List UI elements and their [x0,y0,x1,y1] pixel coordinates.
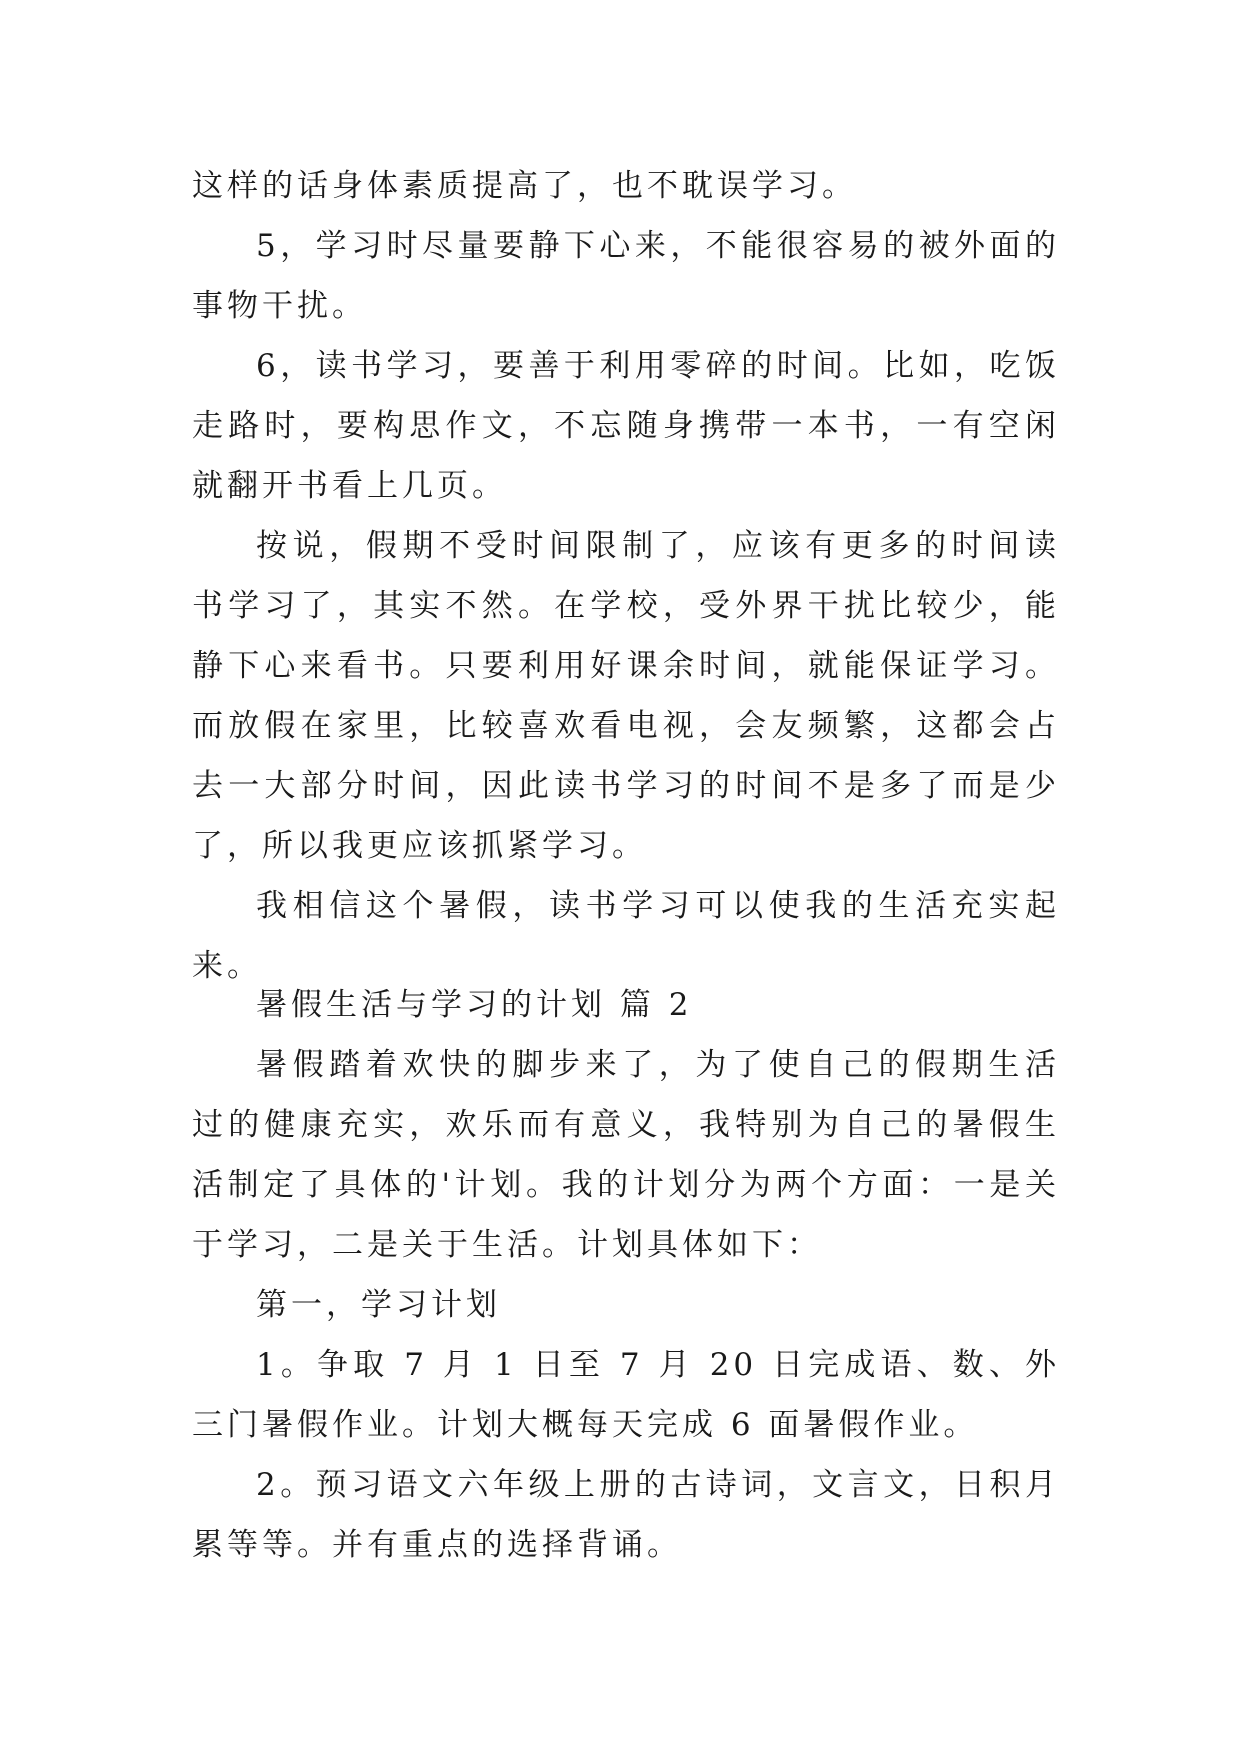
section-1-body [192,156,1060,996]
paragraph: 这样的话身体素质提高了，也不耽误学习。 [192,168,857,204]
paragraph: 5，学习时尽量要静下心来，不能很容易的被外面的事物干扰。 [192,228,1060,324]
paragraph: 暑假踏着欢快的脚步来了，为了使自己的假期生活过的健康充实，欢乐而有意义，我特别为自己的暑假生活制定了具体的'计划。我的计划分为两个方面：一是关于学习，二是关于生活。计划具体如下： [192,1047,1060,1263]
paragraph: 6，读书学习，要善于利用零碎的时间。比如，吃饭走路时，要构思作文，不忘随身携带一本书，一有空闲就翻开书看上几页。 [192,348,1060,504]
paragraph: 1。争取 7 月 1 日至 7 月 20 日完成语、数、外三门暑假作业。计划大概每天完成 6 面暑假作业。 [192,1347,1060,1443]
paragraph: 我相信这个暑假，读书学习可以使我的生活充实起来。 [192,888,1060,984]
paragraph: 按说，假期不受时间限制了，应该有更多的时间读书学习了，其实不然。在学校，受外界干扰比较少，能静下心来看书。只要利用好课余时间，就能保证学习。而放假在家里，比较喜欢看电视，会友频繁，这都会占去一大部分时间，因此读书学习的时间不是多了而是少了，所以我更应该抓紧学习。 [192,528,1060,864]
paragraph: 第一，学习计划 [256,1287,501,1323]
section-2-heading: 暑假生活与学习的计划 篇 2 [256,987,693,1023]
paragraph: 2。预习语文六年级上册的古诗词，文言文，日积月累等等。并有重点的选择背诵。 [192,1467,1060,1563]
section-2-body [192,1035,1060,1575]
